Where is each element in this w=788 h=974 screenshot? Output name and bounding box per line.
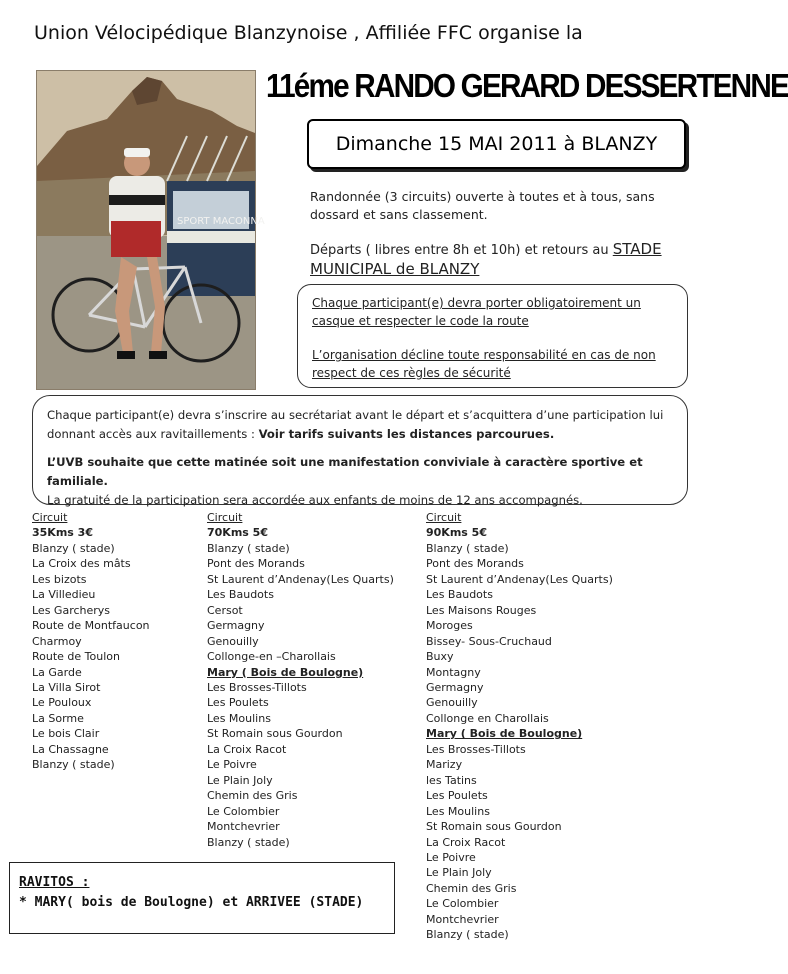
photo-car-text: SPORT MACONNA [177,216,265,227]
circuit-stop: Les Moulins [426,804,490,818]
circuit-header: Circuit [32,511,68,524]
circuit-stop: Bissey- Sous-Cruchaud [426,634,552,648]
circuit-distance: 70Kms 5€ [207,526,268,540]
circuit-stop: Les Moulins [207,711,271,725]
ravitos-title: RAVITOS : [19,875,90,890]
ravitos-text: * MARY( bois de Boulogne) et ARRIVEE (STADE) [19,895,364,910]
circuit-stop: Le Poivre [426,850,476,864]
circuit-stop: Le Pouloux [32,696,92,710]
info-paragraph-1: Chaque participant(e) devra s’inscrire au secrétariat avant le départ et s’acquittera d’une participation lui donnant accès aux ravitaillements : Voir tarifs suivants les distances parcourues. [47,408,664,441]
circuit-stop: Le Colombier [426,897,499,911]
circuit-stop: Collonge-en –Charollais [207,650,336,664]
circuit-90 [426,510,636,943]
circuit-stops [426,541,636,943]
circuit-stop: Blanzy ( stade) [426,541,509,555]
circuit-stop: Pont des Morands [207,557,305,571]
circuit-stop: Les bizots [32,572,87,586]
circuit-stop: Les Garcherys [32,603,111,617]
circuit-stop: La Sorme [32,711,84,725]
circuit-stop: Cersot [207,603,243,617]
circuit-stop: Buxy [426,650,454,664]
circuit-stop: St Laurent d’Andenay(Les Quarts) [426,572,613,586]
circuit-stop: Mary ( Bois de Boulogne) [426,727,583,741]
rule-helmet: Chaque participant(e) devra porter obligatoirement un casque et respecter le code la route [312,296,641,328]
circuit-stop: Le bois Clair [32,727,100,741]
circuit-distance: 35Kms 3€ [32,526,93,540]
circuit-stop: St Romain sous Gourdon [207,727,343,741]
circuit-stop: St Romain sous Gourdon [426,820,562,834]
circuit-stop: Blanzy ( stade) [426,928,509,942]
circuit-stop: Route de Montfaucon [32,619,150,633]
circuit-stop: Montagny [426,665,481,679]
circuit-stop: Montchevrier [426,912,499,926]
ravitos-box [9,862,395,934]
safety-rules-box [297,284,688,388]
circuit-stop: les Tatins [426,773,477,787]
cyclist-photo [36,70,265,390]
circuit-stop: La Croix des mâts [32,557,131,571]
circuit-stop: Mary ( Bois de Boulogne) [207,665,364,679]
circuit-70 [207,510,417,850]
circuit-stop: Charmoy [32,634,82,648]
circuit-stop: Les Maisons Rouges [426,603,537,617]
circuit-stop: Montchevrier [207,820,280,834]
circuit-stop: Moroges [426,619,473,633]
circuit-stop: Les Poulets [426,789,488,803]
circuit-stop: Les Brosses-Tillots [207,680,307,694]
circuit-stop: La Croix Racot [426,835,506,849]
departs-text: Départs ( libres entre 8h et 10h) et retours au STADE MUNICIPAL de BLANZY [310,240,662,278]
randonnee-description: Randonnée (3 circuits) ouverte à toutes et à tous, sans dossard et sans classement. [310,189,655,222]
departs-place: STADE MUNICIPAL de BLANZY [310,240,662,278]
circuit-stop: Le Plain Joly [426,866,492,880]
organizer-header: Union Vélocipédique Blanzynoise , Affiliée FFC organise la [34,22,583,44]
circuit-stop: Blanzy ( stade) [32,541,115,555]
rule-liability: L’organisation décline toute responsabilité en cas de non respect de ces règles de sécurité [312,348,656,380]
circuit-stop: La Chassagne [32,742,109,756]
circuit-stop: Genouilly [426,696,478,710]
circuit-stop: Route de Toulon [32,650,120,664]
circuit-stop: Le Plain Joly [207,773,273,787]
event-title: 11éme RANDO GERARD DESSERTENNE [266,67,788,104]
circuit-header: Circuit [426,511,462,524]
circuit-stop: Blanzy ( stade) [207,541,290,555]
circuit-stop: Marizy [426,758,463,772]
circuit-header: Circuit [207,511,243,524]
circuit-stop: Chemin des Gris [426,881,517,895]
circuit-stop: Pont des Morands [426,557,524,571]
circuit-stop: La Garde [32,665,82,679]
circuit-stop: Germagny [207,619,265,633]
event-date-box: Dimanche 15 MAI 2011 à BLANZY [307,119,686,169]
circuit-stop: Les Brosses-Tillots [426,742,526,756]
circuit-stop: La Villa Sirot [32,680,101,694]
circuit-stop: Genouilly [207,634,259,648]
circuit-stop: St Laurent d’Andenay(Les Quarts) [207,572,394,586]
circuit-stop: Le Colombier [207,804,280,818]
circuit-distance: 90Kms 5€ [426,526,487,540]
circuit-stop: Chemin des Gris [207,789,298,803]
circuit-stop: Blanzy ( stade) [207,835,290,849]
circuit-stop: La Croix Racot [207,742,287,756]
circuit-stops [207,541,417,850]
registration-info-box [32,395,688,505]
circuit-stop: Germagny [426,680,484,694]
intro-text [310,188,680,296]
circuit-stop: Les Poulets [207,696,269,710]
circuit-stop: La Villedieu [32,588,96,602]
circuit-stop: Blanzy ( stade) [32,758,115,772]
circuit-stop: Les Baudots [426,588,493,602]
circuit-stop: Les Baudots [207,588,274,602]
circuit-stop: Collonge en Charollais [426,711,549,725]
circuit-stop: Le Poivre [207,758,257,772]
info-paragraph-2: L’UVB souhaite que cette matinée soit une manifestation conviviale à caractère sportive et familiale. La gratuité de la participation sera accordée aux enfants de moins de 12 ans accompagnés. [47,455,643,507]
